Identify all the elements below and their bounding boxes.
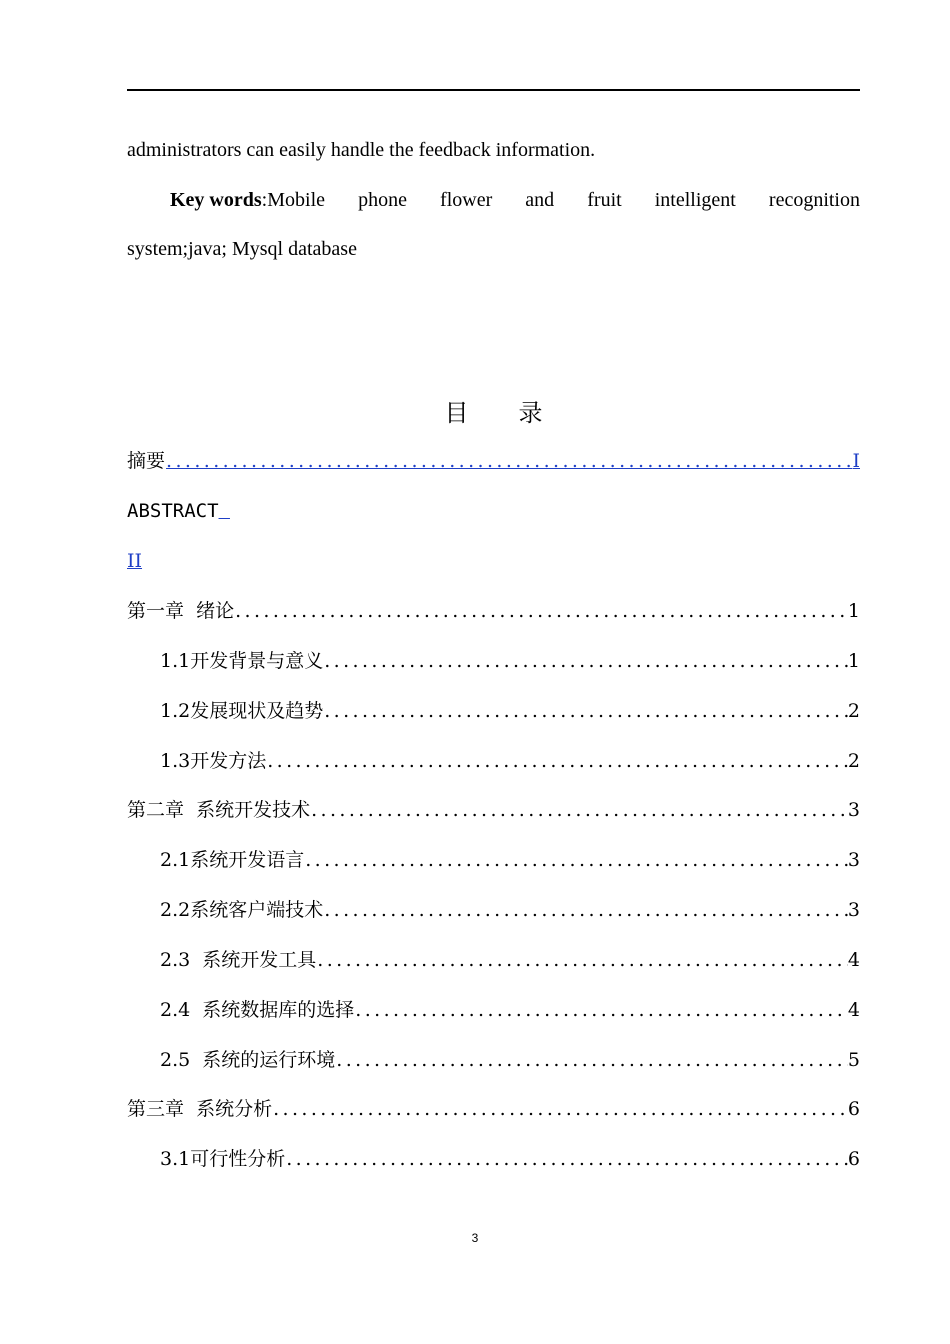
toc-item[interactable]: 1.1开发背景与意义 ..... 1 (160, 648, 860, 674)
toc-item[interactable]: 第三章 系统分析 ..... 6 (127, 1096, 860, 1122)
header-rule (127, 89, 860, 91)
keywords-label: Key words (170, 189, 262, 211)
toc-item[interactable]: 1.3开发方法 ..... 2 (160, 748, 860, 774)
keyword-word: recognition (768, 189, 860, 211)
keywords-line-2: system;java; Mysql database (127, 238, 357, 260)
toc-item[interactable]: 2.1系统开发语言 ..... 3 (160, 847, 860, 873)
keyword-word: fruit (587, 189, 622, 211)
keyword-word: phone (358, 189, 407, 211)
toc-item[interactable]: 3.1可行性分析 ..... 6 (160, 1146, 860, 1172)
abstract-last-line: administrators can easily handle the feedback information. (127, 139, 596, 161)
keyword-word: intelligent (654, 189, 736, 211)
toc-link-zhaiyao[interactable]: 摘要 ..... I (127, 448, 860, 474)
toc-item[interactable]: 2.3 系统开发工具 ..... 4 (160, 947, 860, 973)
toc-item[interactable]: 第一章 绪论 ..... 1 (127, 598, 860, 624)
page-number: 3 (471, 1231, 479, 1245)
toc-link-abstract[interactable]: ABSTRACT (127, 500, 219, 522)
toc-item[interactable]: 2.4 系统数据库的选择 ..... 4 (160, 997, 860, 1023)
keyword-word: Mobile (267, 189, 326, 211)
toc-item[interactable]: 2.2系统客户端技术 ..... 3 (160, 897, 860, 923)
keyword-word: flower (440, 189, 493, 211)
toc-item[interactable]: 1.2发展现状及趋势 ..... 2 (160, 698, 860, 724)
keyword-word: and (525, 189, 555, 211)
toc-item[interactable]: 第二章 系统开发技术 ..... 3 (127, 797, 860, 823)
toc-title: 目 录 (444, 399, 543, 427)
keywords-line (127, 188, 860, 212)
toc-page: I (852, 450, 860, 472)
toc-item[interactable]: 2.5 系统的运行环境 ..... 5 (160, 1047, 860, 1073)
toc-abstract-page[interactable]: II (127, 550, 143, 572)
toc-leader (165, 448, 852, 474)
keywords-separator: : (261, 189, 268, 211)
